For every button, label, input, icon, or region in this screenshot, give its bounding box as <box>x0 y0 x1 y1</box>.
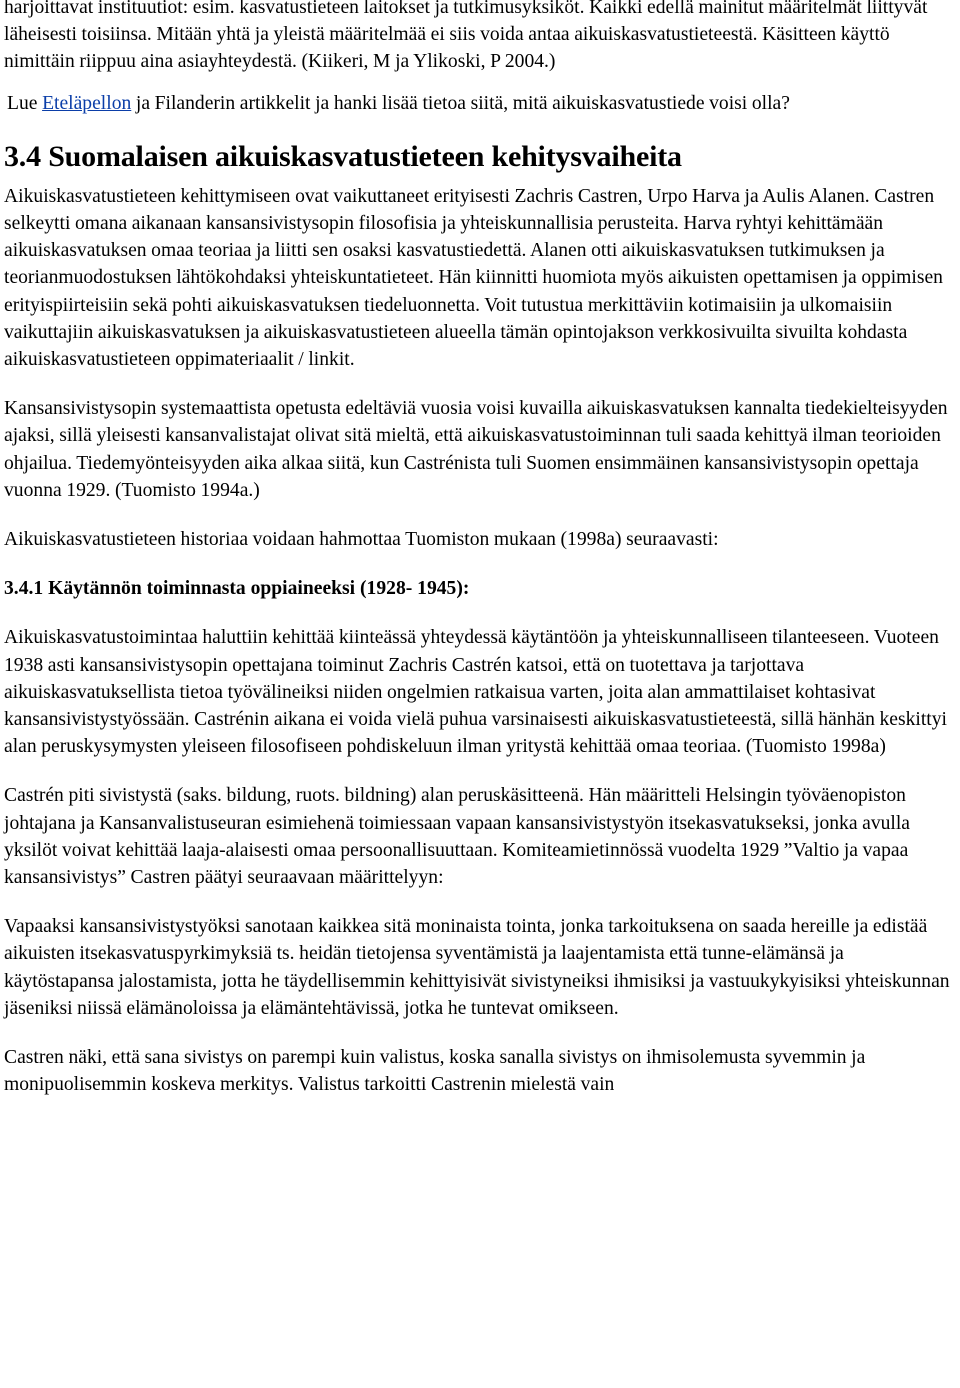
subsection-paragraph-2: Castrén piti sivistystä (saks. bildung, ruots. bildning) alan peruskäsitteenä. Hän määritteli Helsingin työväenopiston johtajana ja Kansanvalistuseuran esimiehenä toimiessaan vapaan kansansivistystyön itsekasvatukseksi, jonka avulla yksilöt voivat kehittää laaja-alaisesti omaa persoonallisuuttaan. Komiteamietinnössä vuodelta 1929 ”Valtio ja vapaa kansansivistys” Castren päätyi seuraavaan määrittelyyn: <box>4 785 910 889</box>
subsection-paragraph-1: Aikuiskasvatustoimintaa haluttiin kehittää kiinteässä yhteydessä käytäntöön ja yhteiskunnalliseen tilanteeseen. Vuoteen 1938 asti kansansivistysopin opettajana toiminut Zachris Castrén katsoi, että on tuotettava ja tarjottava aikuiskasvatuksellista tietoa työvälineiksi niiden ongelmien ratkaisua varten, joita alan ammattilaiset kohtasivat kansansivistystyössään. Castrénin aikana ei voida vielä puhua varsinaisesti aikuiskasvatustieteestä, sillä hänhän keskittyi alan peruskysymysten yleiseen filosofiseen pohdiskeluun ilman yritystä kehittää omaa teoriaa. (Tuomisto 1998a) <box>4 627 947 758</box>
section-paragraph-2: Kansansivistysopin systemaattista opetusta edeltäviä vuosia voisi kuvailla aikuiskasvatuksen kannalta tiedekielteisyyden ajaksi, sillä yleisesti kansanvalistajat olivat sitä mieltä, että aikuiskasvatustoiminnan tuli saada kehittyä ilman teorioiden ohjailua. Tiedemyönteisyyden aika alkaa siitä, kun Castrénista tuli Suomen ensimmäinen kansansivistysopin opettaja vuonna 1929. (Tuomisto 1994a.) <box>4 398 948 501</box>
section-paragraph-1: Aikuiskasvatustieteen kehittymiseen ovat vaikuttaneet erityisesti Zachris Castren, Urpo Harva ja Aulis Alanen. Castren selkeytti omana aikanaan kansansivistysopin filosofisia ja yhteiskunnallisia perusteita. Harva ryhtyi kehittämään aikuiskasvatuksen omaa teoriaa ja liitti sen osaksi kasvatustiedettä. Alanen otti aikuiskasvatuksen tutkimuksen ja teorianmuodostuksen lähtökohdaksi yhteiskuntatieteet. Hän kiinnitti huomiota myös aikuisten opettamisen ja oppimisen erityispiirteisiin sekä pohti aikuiskasvatuksen tiedeluonnetta. Voit tutustua merkittäviin kotimaisiin ja ulkomaisiin vaikuttajiin aikuiskasvatuksen ja aikuiskasvatustieteen alueella tämän opintojakson verkkosivuilta sivuilta kohdasta aikuiskasvatustieteen oppimateriaalit / linkit. <box>4 185 943 371</box>
task-text-after: ja Filanderin artikkelit ja hanki lisää tietoa siitä, mitä aikuiskasvatustiede voisi olla? <box>131 92 790 114</box>
task-text-before: Lue <box>7 92 43 114</box>
subsection-paragraph-3: Vapaaksi kansansivistystyöksi sanotaan kaikkea sitä moninaista tointa, jonka tarkoituksena on saada hereille ja edistää aikuisten itsekasvatuspyrkimyksiä ts. heidän tietojensa syventämistä ja laajentamista että tunne-elämänsä ja käytöstapansa jalostamista, jotta he täydellisemmin kehittyisivät sivistyneiksi ihmisiksi ja vastuukykyisiksi yhteiskunnan jäseniksi niissä elämänoloissa ja elämäntehtävissä, jotka he tuntevat omikseen. <box>4 916 950 1019</box>
task-paragraph <box>4 90 958 117</box>
section-paragraph-3: Aikuiskasvatustieteen historiaa voidaan hahmottaa Tuomiston mukaan (1998a) seuraavasti: <box>4 529 719 551</box>
subsection-heading: 3.4.1 Käytännön toiminnasta oppiaineeksi (1928- 1945): <box>4 578 470 600</box>
subsection-paragraph-4: Castren näki, että sana sivistys on parempi kuin valistus, koska sanalla sivistys on ihmisolemusta syvemmin ja monipuolisemmin koskeva merkitys. Valistus tarkoitti Castrenin mielestä vain <box>4 1047 866 1096</box>
intro-paragraph: harjoittavat instituutiot: esim. kasvatustieteen laitokset ja tutkimusyksiköt. Kaikki edellä mainitut määritelmät liittyvät läheisesti toisiinsa. Mitään yhtä ja yleistä määritelmää ei siis voida antaa aikuiskasvatustieteestä. Käsitteen käyttö nimittäin riippuu aina asiayhteydestä. (Kiikeri, M ja Ylikoski, P 2004.) <box>4 0 928 73</box>
section-heading: 3.4 Suomalaisen aikuiskasvatustieteen kehitysvaiheita <box>4 139 682 173</box>
etelapelto-link[interactable]: Eteläpellon <box>42 92 132 114</box>
document-page <box>4 0 958 1099</box>
